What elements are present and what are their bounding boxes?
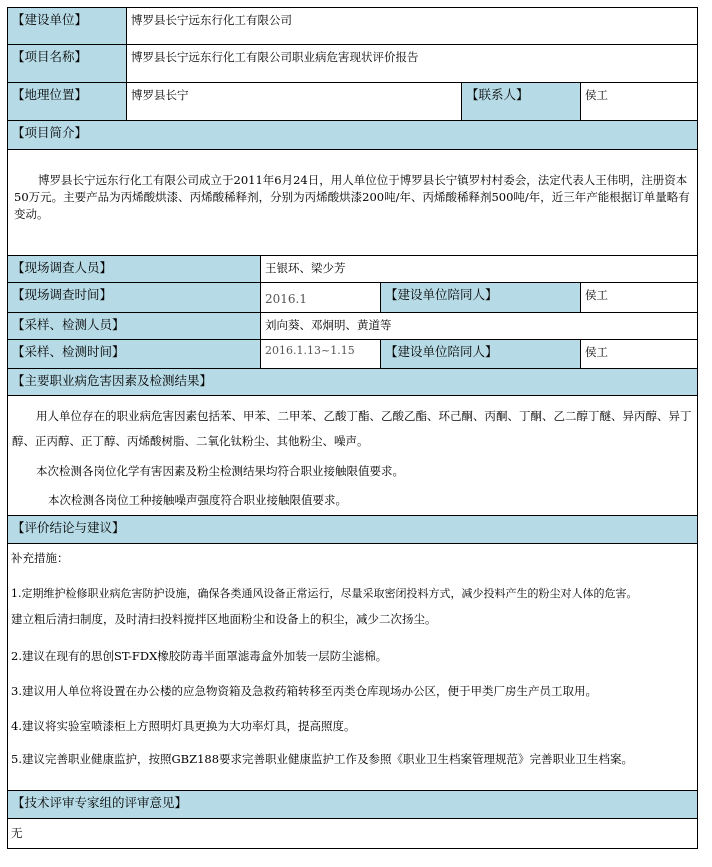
supplement-heading: 补充措施： [11, 551, 69, 565]
location-value: 博罗县长宁 [126, 82, 462, 121]
project-name-label: 【项目名称】 [7, 44, 127, 83]
intro-text: 博罗县长宁远东行化工有限公司成立于2011年6月24日，用人单位位于博罗县长宁镇罗村村委会，法定代表人王伟明，注册资本50万元。主要产品为丙烯酸烘漆、丙烯酸稀释剂，分别为丙烯酸烘漆200吨/年、丙烯酸稀释剂500吨/年，近三年产能根据订单量略有变动。 [14, 173, 690, 221]
survey-escort-value: 侯工 [580, 282, 698, 313]
suggestion-5: 5.建议完善职业健康监护，按照GBZ188要求完善职业健康监护工作及参照《职业卫生档案管理规范》完善职业卫生档案。 [11, 752, 634, 766]
intro-body [7, 149, 698, 256]
sampling-staff-label: 【采样、检测人员】 [7, 312, 261, 340]
sampling-time-value: 2016.1.13~1.15 [260, 339, 381, 369]
suggestion-4: 4.建议将实验室喷漆柜上方照明灯具更换为大功率灯具，提高照度。 [11, 719, 356, 733]
sampling-staff-value: 刘向葵、邓炯明、黄道等 [260, 312, 698, 340]
sampling-escort-value: 侯工 [580, 339, 698, 369]
sampling-escort-label: 【建设单位陪同人】 [380, 339, 581, 369]
suggestion-1a: 1.定期维护检修职业病危害防护设施，确保各类通风设备正常运行，尽量采取密闭投料方式，减少投料产生的粉尘对人体的危害。 [11, 587, 638, 600]
hazards-para-1: 用人单位存在的职业病危害因素包括苯、甲苯、二甲苯、乙酸丁酯、乙酸乙酯、环己酮、丙酮、丁酮、乙二醇丁醚、异丙醇、异丁醇、正丙醇、正丁醇、丙烯酸树脂、二氧化钛粉尘、其他粉尘、噪声。 [12, 409, 692, 448]
suggestion-3: 3.建议用人单位将设置在办公楼的应急物资箱及急救药箱转移至丙类仓库现场办公区，便于甲类厂房生产员工取用。 [11, 684, 597, 698]
survey-staff-value: 王银环、梁少芳 [260, 255, 698, 283]
sampling-time-label: 【采样、检测时间】 [7, 339, 261, 369]
survey-time-value: 2016.1 [260, 282, 381, 313]
hazards-body [7, 395, 698, 516]
suggestion-1b: 建立粗后清扫制度，及时清扫投料搅拌区地面粉尘和设备上的积尘，减少二次扬尘。 [11, 612, 437, 626]
conclusion-label: 【评价结论与建议】 [7, 515, 698, 544]
report-table [7, 7, 698, 849]
survey-staff-label: 【现场调查人员】 [7, 255, 261, 283]
expert-value: 无 [11, 826, 23, 840]
contact-label: 【联系人】 [461, 82, 581, 121]
suggestion-2: 2.建议在现有的思创ST-FDX橡胶防毒半面罩滤毒盒外加装一层防尘滤棉。 [11, 649, 388, 663]
project-name-value: 博罗县长宁远东行化工有限公司职业病危害现状评价报告 [126, 44, 698, 83]
intro-label: 【项目简介】 [7, 120, 698, 150]
survey-escort-label: 【建设单位陪同人】 [380, 282, 581, 313]
hazards-label: 【主要职业病危害因素及检测结果】 [7, 368, 698, 396]
contact-value: 侯工 [580, 82, 698, 121]
survey-time-label: 【现场调查时间】 [7, 282, 261, 313]
expert-body [7, 818, 698, 849]
conclusion-body [7, 543, 698, 791]
construction-unit-label: 【建设单位】 [7, 7, 127, 45]
expert-label: 【技术评审专家组的评审意见】 [7, 790, 698, 819]
hazards-para-2: 本次检测各岗位化学有害因素及粉尘检测结果均符合职业接触限值要求。 [36, 464, 404, 478]
hazards-para-3: 本次检测各岗位工种接触噪声强度符合职业接触限值要求。 [48, 493, 347, 507]
location-label: 【地理位置】 [7, 82, 127, 121]
construction-unit-value: 博罗县长宁远东行化工有限公司 [126, 7, 698, 45]
